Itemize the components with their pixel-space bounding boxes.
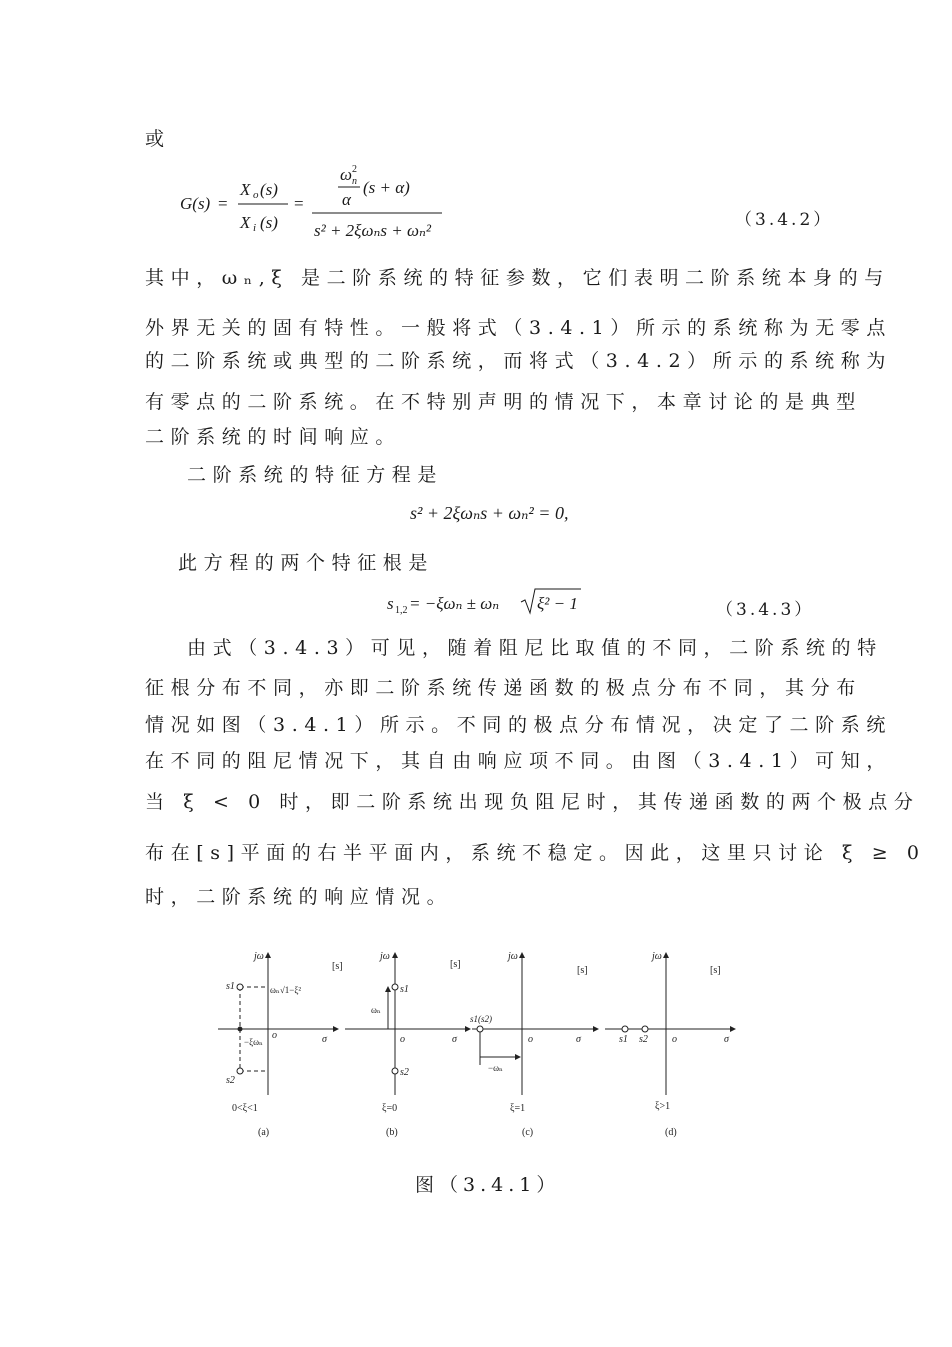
eq-frac1-den: X (240, 213, 251, 232)
b-imag-label: ωₙ (371, 1005, 381, 1015)
para1-line-5: 二阶系统的时间响应。 (145, 426, 402, 448)
a-condition: 0<ξ<1 (232, 1103, 258, 1114)
b-origin: o (400, 1034, 405, 1045)
pole-b-s2 (392, 1068, 398, 1074)
para2-line-5: 当 ξ < 0 时，即二阶系统出现负阻尼时，其传递函数的两个极点分 (145, 791, 920, 813)
eq-lhs: G(s) (180, 194, 211, 213)
d-plane: [s] (710, 965, 721, 976)
a-real-label: −ξωₙ (244, 1037, 263, 1047)
b-s2: s2 (400, 1067, 409, 1078)
b-axis-y: jω (380, 951, 390, 962)
para2-line-6: 布在[s]平面的右半平面内，系统不稳定。因此，这里只讨论 ξ ≥ 0 (145, 842, 926, 864)
svg-text:=: = (294, 194, 304, 213)
figure-3-4-1 (210, 945, 740, 1145)
a-axis-y: jω (254, 951, 264, 962)
eq-frac1-num-arg: (s) (260, 180, 278, 199)
eq-num-top-rest: (s + α) (363, 178, 410, 197)
a-label: (a) (258, 1127, 270, 1138)
para2-line-4: 在不同的阻尼情况下，其自由响应项不同。由图（3.4.1）可知， (145, 750, 892, 772)
eq-num-top-sub: n (352, 176, 357, 187)
eq-number-3-4-3: （3.4.3） (716, 600, 815, 620)
d-condition: ξ>1 (655, 1101, 671, 1112)
para2-line-3: 情况如图（3.4.1）所示。不同的极点分布情况，决定了二阶系统 (145, 714, 892, 736)
eq-num-bottom: α (342, 190, 351, 209)
intro-word: 或 (145, 128, 165, 150)
roots-lhs-sub: 1,2 (395, 605, 408, 616)
para1-line-2: 外界无关的固有特性。一般将式（3.4.1）所示的系统称为无零点 (145, 317, 892, 339)
c-condition: ξ=1 (510, 1103, 526, 1114)
d-s1: s1 (619, 1034, 628, 1045)
char-equation: s² + 2ξωₙs + ωₙ² = 0, (410, 503, 569, 523)
c-axis-x: σ (576, 1034, 581, 1045)
eq-den: s² + 2ξωₙs + ωₙ² (314, 221, 431, 240)
c-axis-y: jω (508, 951, 518, 962)
pole-b-s1 (392, 984, 398, 990)
pole-a-s1 (237, 984, 243, 990)
d-s2: s2 (639, 1034, 648, 1045)
char-eq-intro: 二阶系统的特征方程是 (187, 464, 444, 486)
a-origin: o (272, 1030, 277, 1041)
d-axis-x: σ (724, 1034, 729, 1045)
b-label: (b) (386, 1127, 398, 1138)
pole-d-s2 (642, 1026, 648, 1032)
para1-line-3: 的二阶系统或典型的二阶系统，而将式（3.4.2）所示的系统称为 (145, 350, 892, 372)
equation-3-4-2-formula (180, 160, 460, 240)
c-origin: o (528, 1034, 533, 1045)
a-imag-label: ωₙ√1−ξ² (270, 985, 302, 995)
roots-mid: = −ξωₙ ± ωₙ (409, 594, 500, 613)
d-axis-y: jω (652, 951, 662, 962)
roots-lhs: s (387, 594, 394, 613)
eq-number-3-4-2: （3.4.2） (735, 210, 834, 230)
para1-line-4: 有零点的二阶系统。在不特别声明的情况下，本章讨论的是典型 (145, 391, 862, 413)
a-plane: [s] (332, 961, 343, 972)
point-a-real (238, 1027, 242, 1031)
c-plane: [s] (577, 965, 588, 976)
c-s12: s1(s2) (470, 1014, 492, 1024)
pole-c-double (477, 1026, 483, 1032)
c-real-label: −ωₙ (488, 1063, 503, 1073)
d-origin: o (672, 1034, 677, 1045)
a-s1: s1 (226, 981, 235, 992)
panel-a-axes (218, 953, 338, 1095)
eq-frac1-num-sub: o (253, 189, 259, 201)
c-label: (c) (522, 1127, 534, 1138)
figure-caption: 图（3.4.1） (415, 1174, 561, 1196)
roots-radicand: ξ² − 1 (537, 594, 578, 613)
para2-line-2: 征根分布不同，亦即二阶系统传递函数的极点分布不同，其分布 (145, 677, 862, 699)
d-label: (d) (665, 1127, 677, 1138)
roots-intro: 此方程的两个特征根是 (178, 552, 435, 574)
a-axis-x: σ (322, 1034, 327, 1045)
eq-frac1-den-arg: (s) (260, 213, 278, 232)
equation-3-4-3-formula (385, 585, 605, 619)
pole-a-s2 (237, 1068, 243, 1074)
a-s2: s2 (226, 1075, 235, 1086)
eq-num-top: ω (340, 165, 353, 184)
eq-num-top-sup: 2 (352, 164, 357, 175)
b-plane: [s] (450, 959, 461, 970)
b-condition: ξ=0 (382, 1103, 398, 1114)
para2-line-1: 由式（3.4.3）可见，随着阻尼比取值的不同，二阶系统的特 (187, 637, 883, 659)
b-axis-x: σ (452, 1034, 457, 1045)
svg-text:=: = (218, 194, 228, 213)
para2-line-7: 时，二阶系统的响应情况。 (145, 886, 453, 908)
para1-line-1: 其中，ωₙ,ξ 是二阶系统的特征参数，它们表明二阶系统本身的与 (145, 267, 890, 289)
eq-frac1-num: X (240, 180, 251, 199)
eq-frac1-den-sub: i (253, 222, 257, 234)
b-s1: s1 (400, 984, 409, 995)
pole-d-s1 (622, 1026, 628, 1032)
